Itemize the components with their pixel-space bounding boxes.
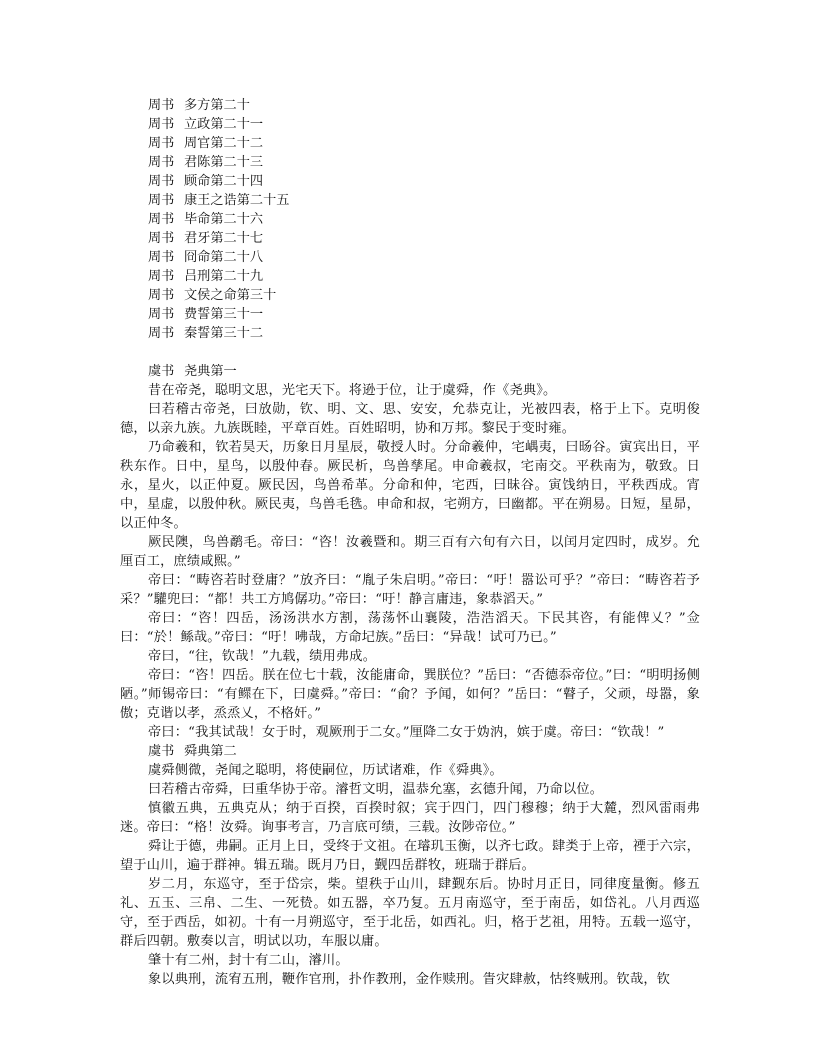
book-name: 周书 <box>148 155 175 170</box>
chapter-title: 多方第二十 <box>184 98 250 113</box>
toc-item <box>120 191 700 210</box>
chapter-title: 尧典第一 <box>184 364 237 379</box>
document-page <box>120 96 700 989</box>
toc-item <box>120 134 700 153</box>
book-name: 周书 <box>148 250 175 265</box>
section-yaodian <box>120 362 700 742</box>
toc-item <box>120 267 700 286</box>
chapter-title: 费誓第三十一 <box>184 307 264 322</box>
chapter-title: 康王之诰第二十五 <box>184 193 290 208</box>
chapter-title: 顾命第二十四 <box>184 174 264 189</box>
toc-item <box>120 305 700 324</box>
toc-item <box>120 172 700 191</box>
paragraph: 昔在帝尧，聪明文思，光宅天下。将逊于位，让于虞舜，作《尧典》。 <box>148 383 557 398</box>
book-name: 周书 <box>148 136 175 151</box>
paragraph: 乃命羲和，钦若昊天，历象日月星辰，敬授人时。分命羲仲，宅嵎夷，曰旸谷。寅宾出日，平秩东作。日中，星鸟，以殷仲春。厥民析，鸟兽孳尾。申命羲叔，宅南交。平秩南为，敬致。日永，星火，以正仲夏。厥民因，鸟兽希革。分命和仲，宅西，曰昧谷。寅饯纳日，平秩西成。宵中，星虚，以殷仲秋。厥民夷，鸟兽毛毨。申命和叔，宅朔方，曰幽都。平在朔易。日短，星昴，以正仲冬。 <box>120 440 700 531</box>
chapter-title: 文侯之命第三十 <box>184 288 277 303</box>
toc-item <box>120 115 700 134</box>
chapter-title: 君牙第二十七 <box>184 231 264 246</box>
book-name: 周书 <box>148 288 175 303</box>
chapter-title: 毕命第二十六 <box>184 212 264 227</box>
paragraph: 肇十有二州，封十有二山，濬川。 <box>148 953 349 968</box>
toc-item <box>120 286 700 305</box>
toc-item <box>120 229 700 248</box>
paragraph: 帝曰：“咨！四岳。朕在位七十载，汝能庸命，巽朕位？”岳曰：“否德忝帝位。”曰：“明明扬侧陋。”师锡帝曰：“有鳏在下，曰虞舜。”帝曰：“俞？予闻，如何？”岳曰：“瞽子，父顽，母嚣，象傲；克谐以孝，烝烝乂，不格奸。” <box>120 668 700 721</box>
table-of-contents <box>120 96 700 343</box>
book-name: 周书 <box>148 326 175 341</box>
book-name: 周书 <box>148 117 175 132</box>
paragraph: 慎徽五典，五典克从；纳于百揆，百揆时叙；宾于四门，四门穆穆；纳于大麓，烈风雷雨弗迷。帝曰：“格！汝舜。询事考言，乃言底可绩，三载。汝陟帝位。” <box>120 801 700 835</box>
paragraph: 曰若稽古帝尧，曰放勋，钦、明、文、思、安安，允恭克让，光被四表，格于上下。克明俊德，以亲九族。九族既睦，平章百姓。百姓昭明，协和万邦。黎民于变时雍。 <box>120 402 700 436</box>
book-name: 虞书 <box>148 744 175 759</box>
toc-item <box>120 96 700 115</box>
chapter-title: 舜典第二 <box>184 744 237 759</box>
section-body <box>120 381 700 742</box>
section-shundian <box>120 742 700 989</box>
blank-line <box>120 343 700 362</box>
book-name: 周书 <box>148 174 175 189</box>
paragraph: 厥民隩，鸟兽鹬毛。帝曰：“咨！汝羲暨和。期三百有六旬有六日，以闰月定四时，成岁。允厘百工，庶绩咸熙。” <box>120 535 700 569</box>
book-name: 周书 <box>148 98 175 113</box>
paragraph: 象以典刑，流宥五刑，鞭作官刑，扑作教刑，金作赎刑。眚灾肆赦，怙终贼刑。钦哉，钦 <box>148 972 671 987</box>
chapter-title: 秦誓第三十二 <box>184 326 264 341</box>
section-body <box>120 761 700 989</box>
book-name: 周书 <box>148 193 175 208</box>
paragraph: 虞舜侧微，尧闻之聪明，将使嗣位，历试诸难，作《舜典》。 <box>148 763 503 778</box>
paragraph: 舜让于德，弗嗣。正月上日，受终于文祖。在璿玑玉衡，以齐七政。肆类于上帝，禋于六宗，望于山川，遍于群神。辑五瑞。既月乃日，觐四岳群牧，班瑞于群后。 <box>120 839 700 873</box>
chapter-title: 周官第二十二 <box>184 136 264 151</box>
book-name: 虞书 <box>148 364 175 379</box>
chapter-title: 吕刑第二十九 <box>184 269 264 284</box>
section-heading <box>120 362 700 381</box>
book-name: 周书 <box>148 307 175 322</box>
toc-item <box>120 153 700 172</box>
paragraph: 岁二月，东巡守，至于岱宗，柴。望秩于山川，肆觐东后。协时月正日，同律度量衡。修五礼、五玉、三帛、二生、一死贽。如五器，卒乃复。五月南巡守，至于南岳，如岱礼。八月西巡守，至于西岳，如初。十有一月朔巡守，至于北岳，如西礼。归，格于艺祖，用特。五载一巡守，群后四朝。敷奏以言，明试以功，车服以庸。 <box>120 877 700 949</box>
paragraph: 帝曰：“咨！四岳，汤汤洪水方割，荡荡怀山襄陵，浩浩滔天。下民其咨，有能俾乂？”佥曰：“於！鲧哉。”帝曰：“吁！咈哉，方命圮族。”岳曰：“异哉！试可乃已。” <box>120 611 700 645</box>
book-name: 周书 <box>148 212 175 227</box>
toc-item <box>120 248 700 267</box>
chapter-title: 立政第二十一 <box>184 117 264 132</box>
book-name: 周书 <box>148 231 175 246</box>
section-heading <box>120 742 700 761</box>
chapter-title: 冏命第二十八 <box>184 250 264 265</box>
toc-item <box>120 324 700 343</box>
toc-item <box>120 210 700 229</box>
paragraph: 曰若稽古帝舜，曰重华协于帝。濬哲文明，温恭允塞，玄德升闻，乃命以位。 <box>148 782 604 797</box>
paragraph: 帝曰：“我其试哉！女于时，观厥刑于二女。”厘降二女于妫汭，嫔于虞。帝曰：“钦哉！” <box>148 725 665 740</box>
chapter-title: 君陈第二十三 <box>184 155 264 170</box>
paragraph: 帝曰，“往，钦哉！”九载，绩用弗成。 <box>148 649 377 664</box>
book-name: 周书 <box>148 269 175 284</box>
paragraph: 帝曰：“畴咨若时登庸？”放齐曰：“胤子朱启明。”帝曰：“吁！嚣讼可乎？”帝曰：“畴咨若予采？”驩兜曰：“都！共工方鸠僝功。”帝曰：“吁！静言庸违，象恭滔天。” <box>120 573 700 607</box>
